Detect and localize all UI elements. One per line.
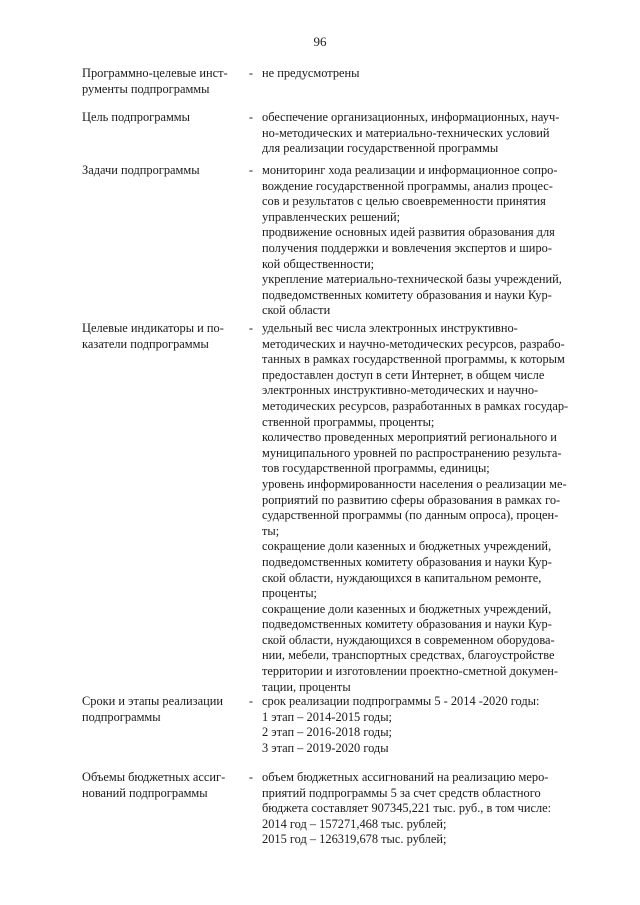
row-label: Цель подпрограммы xyxy=(82,110,190,124)
row-dash: - xyxy=(248,110,254,124)
page-number: 96 xyxy=(313,34,327,49)
row-dash: - xyxy=(248,694,254,708)
row-value: не предусмотрены xyxy=(262,66,360,80)
row-value: мониторинг хода реализации и информационное сопро- вождение государственной программы, анализ процес- сов и результатов с целью своевременности принятия управленческих решений; продвижение основных идей развития образования для получения поддержки и вовлечения экспертов и широ- кой общественности; укрепление материально-технической базы учреждений, подведомственных комитету образования и науки Кур- ской области xyxy=(262,163,562,318)
row-label: Объемы бюджетных ассиг- нований подпрограммы xyxy=(82,770,226,800)
row-label: Сроки и этапы реализации подпрограммы xyxy=(82,694,223,724)
row-value: объем бюджетных ассигнований на реализацию меро- приятий подпрограммы 5 за счет средств областного бюджета составляет 907345,221 тыс. руб., в том числе: 2014 год – 157271,468 тыс. рублей; 2015 год – 126319,678 тыс. рублей; xyxy=(262,770,552,847)
row-value: обеспечение организационных, информационных, науч- но-методических и материально-технических условий для реализации государственной программы xyxy=(262,110,560,156)
row-dash: - xyxy=(248,770,254,784)
row-dash: - xyxy=(248,163,254,177)
row-label: Целевые индикаторы и по- казатели подпрограммы xyxy=(82,321,224,351)
row-value: удельный вес числа электронных инструктивно- методических и научно-методических ресурсов, разрабо- танных в рамках государственной программы, к которым предоставлен доступ в сети Интернет, в общем числе электронных инструктивно-методических и научно- методических ресурсов, разработанных в рамках государ- ственной программы, проценты; количество проведенных мероприятий регионального и муниципального уровней по распространению результа- тов государственной программы, единицы; уровень информированности населения о реализации ме- роприятий по развитию сферы образования в рамках го- сударственной программы (по данным опроса), процен- ты; сокращение доли казенных и бюджетных учреждений, подведомственных комитету образования и науки Кур- ской области, нуждающихся в капитальном ремонте, проценты; сокращение доли казенных и бюджетных учреждений, подведомственных комитету образования и науки Кур- ской области, нуждающихся в современном оборудова- нии, мебели, транспортных средствах, благоустройстве территории и изготовлении проектно-сметной докумен- тации, проценты xyxy=(262,321,569,694)
row-value: срок реализации подпрограммы 5 - 2014 -2020 годы: 1 этап – 2014-2015 годы; 2 этап – 2016-2018 годы; 3 этап – 2019-2020 годы xyxy=(262,694,540,755)
row-dash: - xyxy=(248,321,254,335)
row-label: Программно-целевые инст- рументы подпрограммы xyxy=(82,66,228,96)
row-dash: - xyxy=(248,66,254,80)
row-label: Задачи подпрограммы xyxy=(82,163,200,177)
